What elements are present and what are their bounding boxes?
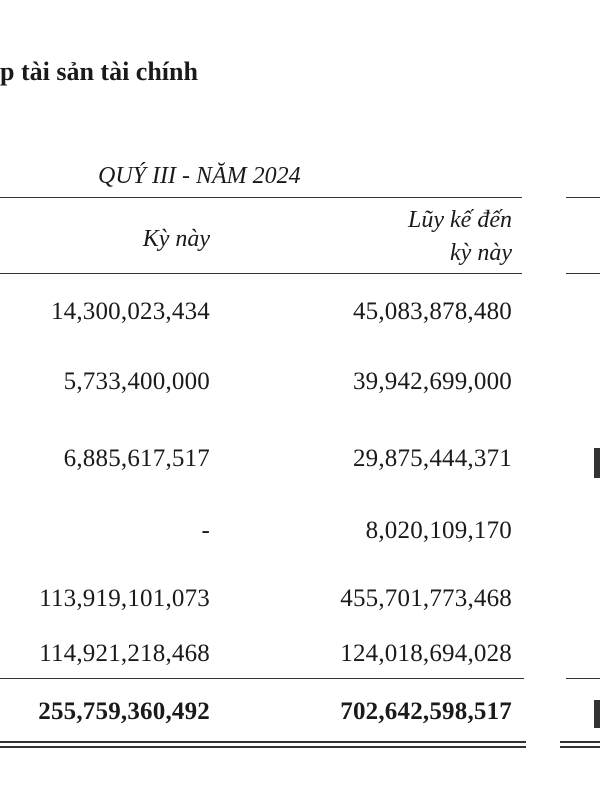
section-title: p tài sản tài chính	[0, 57, 198, 86]
row-5-cumulative: 455,701,773,468	[340, 585, 512, 612]
period-header: QUÝ III - NĂM 2024	[98, 163, 301, 189]
column-header-rule	[0, 273, 522, 274]
row-4-current: -	[201, 517, 210, 544]
row-4-cumulative: 8,020,109,170	[365, 517, 512, 544]
right-edge-double-rule-2	[560, 746, 600, 748]
row-2-current: 5,733,400,000	[63, 368, 210, 395]
header-rule	[0, 197, 522, 198]
right-edge-mark-2	[594, 700, 600, 728]
total-double-rule-1	[0, 741, 526, 743]
right-edge-rule-top	[566, 197, 600, 198]
row-1-current: 14,300,023,434	[50, 298, 210, 325]
row-5-current: 113,919,101,073	[39, 585, 210, 612]
row-6-cumulative: 124,018,694,028	[340, 640, 512, 667]
column-header-cumulative-line1: Lũy kế đến	[408, 207, 512, 233]
total-top-rule	[0, 678, 524, 679]
row-6-current: 114,921,218,468	[39, 640, 210, 667]
total-double-rule-2	[0, 746, 526, 748]
row-2-cumulative: 39,942,699,000	[352, 368, 512, 395]
total-current: 255,759,360,492	[38, 698, 210, 725]
right-edge-double-rule-1	[560, 741, 600, 743]
total-cumulative: 702,642,598,517	[340, 698, 512, 725]
column-header-current: Kỳ này	[142, 226, 210, 252]
right-edge-mark-1	[594, 448, 600, 478]
row-3-current: 6,885,617,517	[63, 445, 210, 472]
row-3-cumulative: 29,875,444,371	[352, 445, 512, 472]
column-header-cumulative-line2: kỳ này	[450, 240, 512, 266]
right-edge-rule-total	[566, 678, 600, 679]
row-1-cumulative: 45,083,878,480	[352, 298, 512, 325]
right-edge-rule-mid	[566, 273, 600, 274]
